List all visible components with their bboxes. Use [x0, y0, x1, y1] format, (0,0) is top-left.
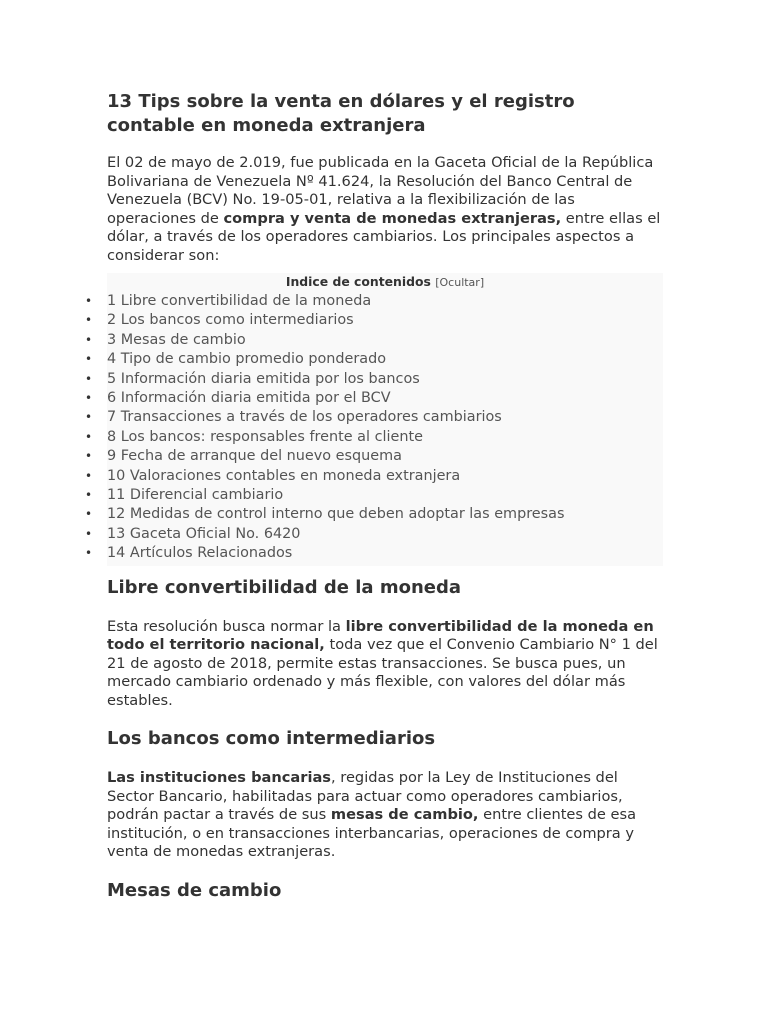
intro-paragraph: [107, 154, 663, 265]
bullet-icon: •: [85, 410, 93, 425]
toc-item[interactable]: [85, 467, 663, 486]
toc-item[interactable]: [85, 544, 663, 563]
toc-item[interactable]: [85, 311, 663, 330]
toc-item-label: 7 Transacciones a través de los operadores cambiarios: [107, 409, 502, 426]
section-heading-mesas-de-cambio: Mesas de cambio: [107, 879, 282, 901]
toc-item-label: 14 Artículos Relacionados: [107, 545, 293, 562]
intro-text-2: entre ellas el dólar, a través de los operadores cambiarios. Los principales aspectos a considerar son:: [107, 209, 661, 264]
toc-item[interactable]: [85, 331, 663, 350]
toc-item[interactable]: [85, 505, 663, 524]
intro-bold-text: compra y venta de monedas extranjeras,: [223, 209, 562, 227]
article: [85, 90, 663, 903]
toc-item-label: 8 Los bancos: responsables frente al cliente: [107, 428, 423, 445]
bullet-icon: •: [85, 313, 93, 328]
toc-header: [107, 274, 663, 290]
toc-item-label: 1 Libre convertibilidad de la moneda: [107, 293, 372, 309]
toc-item[interactable]: [85, 447, 663, 466]
toc-item[interactable]: [85, 486, 663, 505]
paragraph-bold-text: mesas de cambio,: [330, 806, 479, 824]
toc-item[interactable]: [85, 428, 663, 447]
toc-item-label: 6 Información diaria emitida por el BCV: [107, 390, 391, 407]
toc-item[interactable]: [85, 525, 663, 544]
bullet-icon: •: [85, 449, 93, 464]
toc-item-label: 4 Tipo de cambio promedio ponderado: [107, 351, 387, 368]
article-title: 13 Tips sobre la venta en dólares y el registro contable en moneda extranjera: [107, 91, 575, 136]
paragraph-text: entre clientes de esa institución, o en transacciones interbancarias, operaciones de compra y venta de monedas extranjeras.: [107, 806, 637, 861]
bullet-icon: •: [85, 352, 93, 367]
bullet-icon: •: [85, 546, 93, 561]
paragraph-text: , regidas por la Ley de Instituciones del Sector Bancario, habilitadas para actuar como operadores cambiarios, podrán pactar a través de sus: [107, 769, 623, 824]
toc-item[interactable]: [85, 408, 663, 427]
toc-item-label: 9 Fecha de arranque del nuevo esquema: [107, 448, 402, 465]
bullet-icon: •: [85, 371, 93, 386]
bullet-icon: •: [85, 507, 93, 522]
paragraph-bold-text: libre convertibilidad de la moneda en todo el territorio nacional,: [107, 617, 654, 654]
bullet-icon: •: [85, 468, 93, 483]
toc-item-label: 2 Los bancos como intermediarios: [107, 312, 354, 329]
paragraph-text: toda vez que el Convenio Cambiario N° 1 del 21 de agosto de 2018, permite estas transacciones. Se busca pues, un mercado cambiario ordenado y más flexible, con valores del dólar más estables.: [107, 636, 658, 709]
intro-text-1: El 02 de mayo de 2.019, fue publicada en la Gaceta Oficial de la República Bolivariana de Venezuela Nº 41.624, la Resolución del Banco Central de Venezuela (BCV) No. 19-05-01, relativa a la flexibilización de las operaciones de: [107, 154, 654, 227]
toc-item[interactable]: [85, 292, 663, 311]
toc-item[interactable]: [85, 370, 663, 389]
toc-title: Indice de contenidos: [285, 274, 431, 289]
toc-list: [85, 292, 663, 564]
toc-item-label: 3 Mesas de cambio: [107, 331, 246, 348]
toc-item-label: 13 Gaceta Oficial No. 6420: [107, 525, 301, 542]
toc-item[interactable]: [85, 389, 663, 408]
table-of-contents: [85, 273, 663, 566]
paragraph-text: Esta resolución busca normar la: [107, 617, 346, 635]
bullet-icon: •: [85, 526, 93, 541]
toc-item-label: 12 Medidas de control interno que deben adoptar las empresas: [107, 506, 565, 523]
toc-item[interactable]: [85, 350, 663, 369]
section-heading-libre-convertibilidad: Libre convertibilidad de la moneda: [107, 576, 462, 598]
bullet-icon: •: [85, 294, 93, 308]
bullet-icon: •: [85, 429, 93, 444]
toc-hide-link[interactable]: [Ocultar]: [435, 276, 485, 289]
bullet-icon: •: [85, 488, 93, 503]
section-paragraph-bancos-intermediarios: [107, 769, 663, 862]
toc-item-label: 10 Valoraciones contables en moneda extranjera: [107, 467, 461, 484]
toc-item-label: 11 Diferencial cambiario: [107, 487, 284, 504]
section-heading-bancos-intermediarios: Los bancos como intermediarios: [107, 728, 436, 750]
section-paragraph-libre-convertibilidad: [107, 618, 663, 711]
bullet-icon: •: [85, 332, 93, 347]
paragraph-bold-text: Las instituciones bancarias: [107, 769, 331, 787]
toc-item-label: 5 Información diaria emitida por los bancos: [107, 370, 420, 387]
bullet-icon: •: [85, 391, 93, 406]
